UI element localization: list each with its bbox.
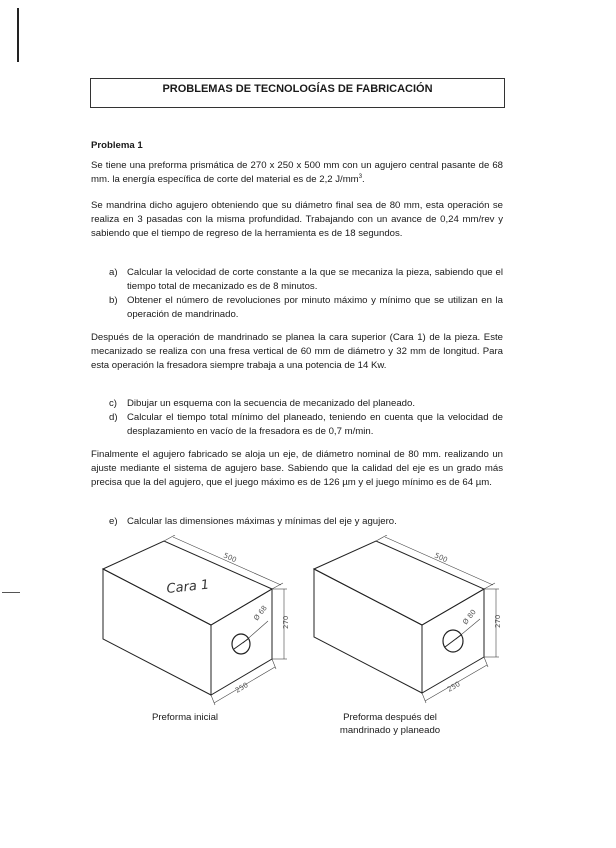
ajuste-paragraph: Finalmente el agujero fabricado se aloja un eje, de diámetro nominal de 80 mm. realizando un ajuste mediante el sistema de agujero base. Sabiendo que la calidad del eje es un grado más precisa que la del agujero, que el juego máximo es de 126 µm y el juego mínimo es de 64 µm.: [91, 449, 503, 488]
list-item-label: b): [109, 295, 118, 306]
bore-hole: [232, 634, 250, 654]
intro-paragraph: [91, 159, 503, 187]
face-label: Cara 1: [165, 577, 210, 597]
bore-hole: [443, 630, 463, 652]
list-item-text: Obtener el número de revoluciones por minuto máximo y mínimo que se utilizan en la operación de mandrinado.: [127, 295, 503, 320]
page-title-box: [90, 78, 505, 108]
dimension-line-length: [173, 537, 281, 585]
dimension-hole-label: Ø 80: [461, 608, 478, 627]
list-item-label: a): [109, 267, 118, 278]
list-item-label: e): [109, 516, 118, 527]
caption-final: [320, 711, 460, 737]
dimension-width-label: 250: [234, 681, 250, 695]
intro-superscript: 3: [358, 173, 363, 180]
caption-initial: Preforma inicial: [151, 712, 219, 723]
list-item-b: [109, 294, 503, 322]
page-title: PROBLEMAS DE TECNOLOGÍAS DE FABRICACIÓN: [162, 83, 433, 95]
dimension-width-label: 250: [446, 680, 462, 694]
list-item-text: Calcular las dimensiones máximas y mínimas del eje y agujero.: [127, 516, 397, 527]
list-item-c: [109, 397, 503, 411]
list-item-label: d): [109, 412, 118, 423]
margin-mark: [17, 8, 19, 62]
list-item-e: [109, 515, 503, 529]
margin-mark: [2, 592, 20, 593]
dimension-hole-label: Ø 68: [252, 604, 269, 623]
caption-final-line2: mandrinado y planeado: [339, 725, 441, 736]
dimension-length-label: 500: [222, 551, 238, 565]
problem-heading: Problema 1: [91, 140, 143, 151]
list-item-text: Calcular el tiempo total mínimo del planeado, teniendo en cuenta que la velocidad de desplazamiento en vacío de la fresadora es de 0,7 m/min.: [127, 412, 503, 437]
list-item-d: [109, 411, 503, 439]
list-item-label: c): [109, 398, 117, 409]
intro-end: .: [362, 174, 365, 185]
dimension-height-label: 270: [494, 614, 502, 628]
planeado-paragraph: Después de la operación de mandrinado se planea la cara superior (Cara 1) de la pieza. Este mecanizado se realiza con una fresa vertical de 60 mm de diámetro y 32 mm de longitud. Para esta operación la fresadora siempre trabaja a una potencia de 14 Kw.: [91, 332, 503, 371]
list-item-a: [109, 266, 503, 294]
list-item-text: Dibujar un esquema con la secuencia de mecanizado del planeado.: [127, 398, 416, 409]
intro-text: Se tiene una preforma prismática de 270 x 250 x 500 mm con un agujero central pasante de 68 mm. la energía específica de corte del material es de 2,2 J/mm: [91, 160, 503, 185]
dimension-length-label: 500: [433, 551, 449, 565]
dimension-height-label: 270: [282, 615, 290, 629]
preform-final-drawing: [306, 535, 511, 710]
preform-initial-drawing: [95, 535, 300, 710]
box-front-face: [314, 569, 422, 693]
box-top-face: [314, 541, 484, 625]
list-item-text: Calcular la velocidad de corte constante a la que se mecaniza la pieza, sabiendo que el tiempo total de mecanizado es de 8 minutos.: [127, 267, 503, 292]
mandrinado-paragraph: Se mandrina dicho agujero obteniendo que su diámetro final sea de 80 mm, esta operación se realiza en 3 pasadas con la misma profundidad. Trabajando con un avance de 0,24 mm/rev y sabiendo que el tiempo de regreso de la herramienta es de 18 segundos.: [91, 200, 503, 239]
caption-final-line1: Preforma después del: [343, 712, 437, 723]
